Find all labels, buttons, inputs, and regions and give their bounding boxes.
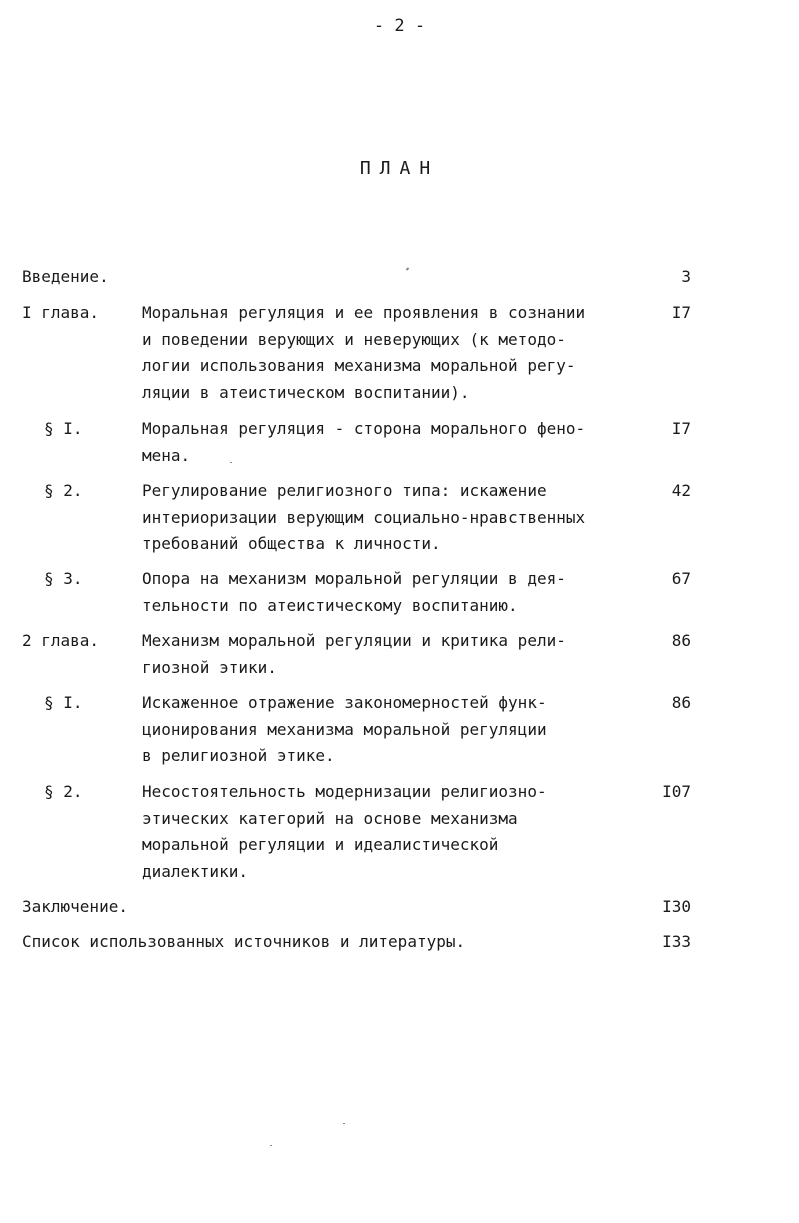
- toc-entry-label: Список использованных источников и литературы.: [22, 932, 466, 951]
- toc-entry-page: I07: [662, 782, 691, 801]
- scan-speck: [270, 1145, 272, 1146]
- toc-entry-page: 42: [671, 481, 691, 500]
- toc-entry-text: Искаженное отражение закономерностей функ- ционирования механизма моральной регуляции в религиозной этике.: [142, 693, 547, 765]
- toc-entry-page: 67: [671, 569, 691, 588]
- toc-entry-label: § 2.: [44, 782, 83, 801]
- toc-entry-text: Опора на механизм моральной регуляции в дея- тельности по атеистическому воспитанию.: [142, 569, 566, 615]
- toc-entry-page: 86: [671, 631, 691, 650]
- scan-speck: [343, 1123, 345, 1124]
- toc-entry-page: 86: [671, 693, 691, 712]
- toc-entry-label: I глава.: [22, 303, 100, 322]
- toc-entry-page: I33: [662, 932, 691, 951]
- toc-entry-page: I30: [662, 897, 691, 916]
- page-title: ПЛАН: [359, 158, 440, 179]
- scan-speck: [406, 267, 410, 270]
- toc-entry-text: Моральная регуляция - сторона морального фено- мена.: [142, 419, 586, 465]
- toc-entry-label: § 2.: [44, 481, 83, 500]
- toc-entry-label: Заключение.: [22, 897, 128, 916]
- toc-entry-text: Механизм моральной регуляции и критика рели- гиозной этики.: [142, 631, 566, 677]
- toc-entry-page: 3: [681, 267, 691, 286]
- toc-entry-label: § 3.: [44, 569, 83, 588]
- scan-speck: [230, 462, 232, 463]
- toc-entry-page: I7: [671, 303, 691, 322]
- toc-entry-page: I7: [671, 419, 691, 438]
- toc-entry-label: § I.: [44, 419, 83, 438]
- toc-entry-text: Моральная регуляция и ее проявления в сознании и поведении верующих и неверующих (к методо- логии использования механизма моральной регу- ляции в атеистическом воспитании).: [142, 303, 586, 402]
- toc-entry-text: Регулирование религиозного типа: искажение интериоризации верующим социально-нравственных требований общества к личности.: [142, 481, 586, 553]
- toc-entry-label: Введение.: [22, 267, 109, 286]
- page-number: - 2 -: [373, 16, 426, 36]
- toc-entry-text: Несостоятельность модернизации религиозно- этических категорий на основе механизма моральной регуляции и идеалистической диалектики.: [142, 782, 547, 881]
- toc-entry-label: § I.: [44, 693, 83, 712]
- toc-entry-label: 2 глава.: [22, 631, 100, 650]
